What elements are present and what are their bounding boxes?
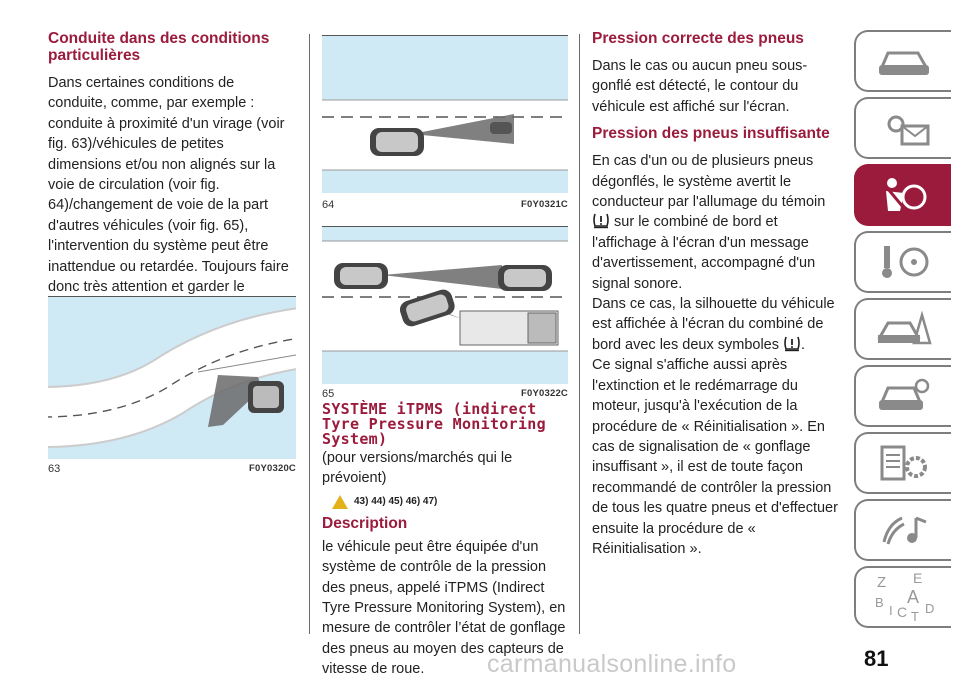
tab-emergency[interactable] (854, 298, 951, 360)
conditions-paragraph: Dans certaines conditions de conduite, comme, par exemple : conduite à proximité d'un virage (voir fig. 63)/véhicules de petites dimensions et/ou non alignés sur la voie de circulation (voir fig. 64)/changement de voie de la part d'autres véhicules (voir fig. 65), l'intervention du système peut être inattendue ou retardée. Toujours faire donc très attention et garder le (48, 75, 289, 296)
column-3 (592, 30, 844, 559)
tab-technical-data[interactable] (854, 432, 951, 494)
itpms-title: SYSTÈME iTPMS (indirect Tyre Pressure Monitoring System) (322, 400, 546, 448)
itpms-subtitle: (pour versions/marchés qui le prévoient) (322, 450, 513, 487)
lights-message-icon (874, 106, 934, 150)
column-divider-1 (309, 34, 310, 634)
index-letter-i: I (888, 603, 893, 618)
figure-63-code: F0Y0320C (248, 463, 296, 474)
tab-lights-messages[interactable] (854, 97, 951, 159)
figure-64-number: 64 (322, 199, 335, 211)
figure-64-code: F0Y0321C (520, 199, 568, 210)
low-pressure-text-e: Ce signal s'affiche aussi après l'extinction et le redémarrage du moteur, jusqu'à l'exécution de la procédure de « Réinitialisation ». En cas de signalisation de « gonflage insuffisant », il est de toute façon recommandé de contrôler la pression de tous les quatre pneus et d'effectuer ensuite la procédure de « Réinitialisation ». (592, 357, 838, 557)
index-letter-a: A (906, 587, 919, 607)
tab-index[interactable] (854, 566, 951, 628)
column-1 (48, 30, 296, 338)
index-letters-icon (869, 571, 939, 623)
index-letter-z: Z (876, 574, 886, 591)
figure-65-number: 65 (322, 388, 335, 400)
warning-triangle-icon (332, 495, 348, 509)
description-heading: Description (322, 514, 408, 532)
tyre-pressure-warning-icon (592, 212, 610, 229)
watermark: carmanualsonline.info (487, 650, 737, 678)
low-pressure-text-c: Dans ce cas, la silhouette du véhicule est affichée à l'écran du combiné de bord avec les deux symboles (592, 296, 835, 353)
tab-start-driving[interactable] (854, 231, 951, 293)
low-pressure-heading: Pression des pneus insuffisante (592, 125, 830, 143)
chapter-sidebar (854, 30, 954, 633)
car-dashboard-icon (874, 41, 934, 81)
figure-64 (322, 35, 568, 193)
index-letter-b: B (874, 595, 884, 610)
figure-63 (48, 296, 296, 459)
low-pressure-text-a: En cas d'un ou de plusieurs pneus dégonflés, le système avertit le conducteur par l'allumage du témoin (592, 153, 826, 211)
key-steering-icon (874, 240, 934, 284)
correct-pressure-paragraph: Dans le cas ou aucun pneu sous-gonflé est détecté, le contour du véhicule est affiché sur l'écran. (592, 58, 808, 115)
section-heading-conditions: Conduite dans des conditions particulières (48, 30, 270, 64)
figure-63-number: 63 (48, 463, 61, 475)
figure-63-caption (48, 463, 296, 475)
index-letter-d: D (924, 601, 934, 616)
figure-65-code: F0Y0322C (520, 388, 568, 399)
description-paragraph: le véhicule peut être équipée d'un système de contrôle de la pression des pneus, appelé iTPMS (Indirect Tyre Pressure Monitoring System), en mesure de contrôler l’état de gonflage des pneus au moyen des capteurs de vitesse de roue. (322, 538, 566, 678)
correct-pressure-heading: Pression correcte des pneus (592, 30, 804, 47)
breakdown-icon (874, 307, 934, 351)
low-pressure-text-b: sur le combiné de bord et l'affichage à l'écran d'un message d'avertissement, accompagné d'un signal sonore. (592, 214, 816, 292)
index-letter-c: C (896, 604, 907, 620)
specs-gear-icon (874, 441, 934, 485)
index-letter-e: E (912, 571, 922, 586)
figure-65-caption (322, 388, 568, 400)
column-divider-2 (579, 34, 580, 634)
page-number: 81 (864, 646, 889, 671)
tab-maintenance[interactable] (854, 365, 951, 427)
figure-65 (322, 226, 568, 384)
low-pressure-text-d: . (801, 336, 806, 353)
figure-64-caption (322, 199, 568, 211)
tyre-symbol-icon (783, 335, 801, 352)
safety-airbag-icon (874, 173, 934, 217)
index-letter-t: T (910, 609, 919, 623)
multimedia-icon (874, 508, 934, 552)
tab-dashboard[interactable] (854, 30, 951, 92)
warning-references (332, 495, 568, 509)
column-2 (322, 402, 568, 680)
low-pressure-paragraph (592, 151, 844, 559)
warning-refs: 43) 44) 45) 46) 47) (354, 496, 438, 508)
car-service-icon (874, 374, 934, 418)
tab-multimedia[interactable] (854, 499, 951, 561)
tab-safety[interactable] (854, 164, 951, 226)
